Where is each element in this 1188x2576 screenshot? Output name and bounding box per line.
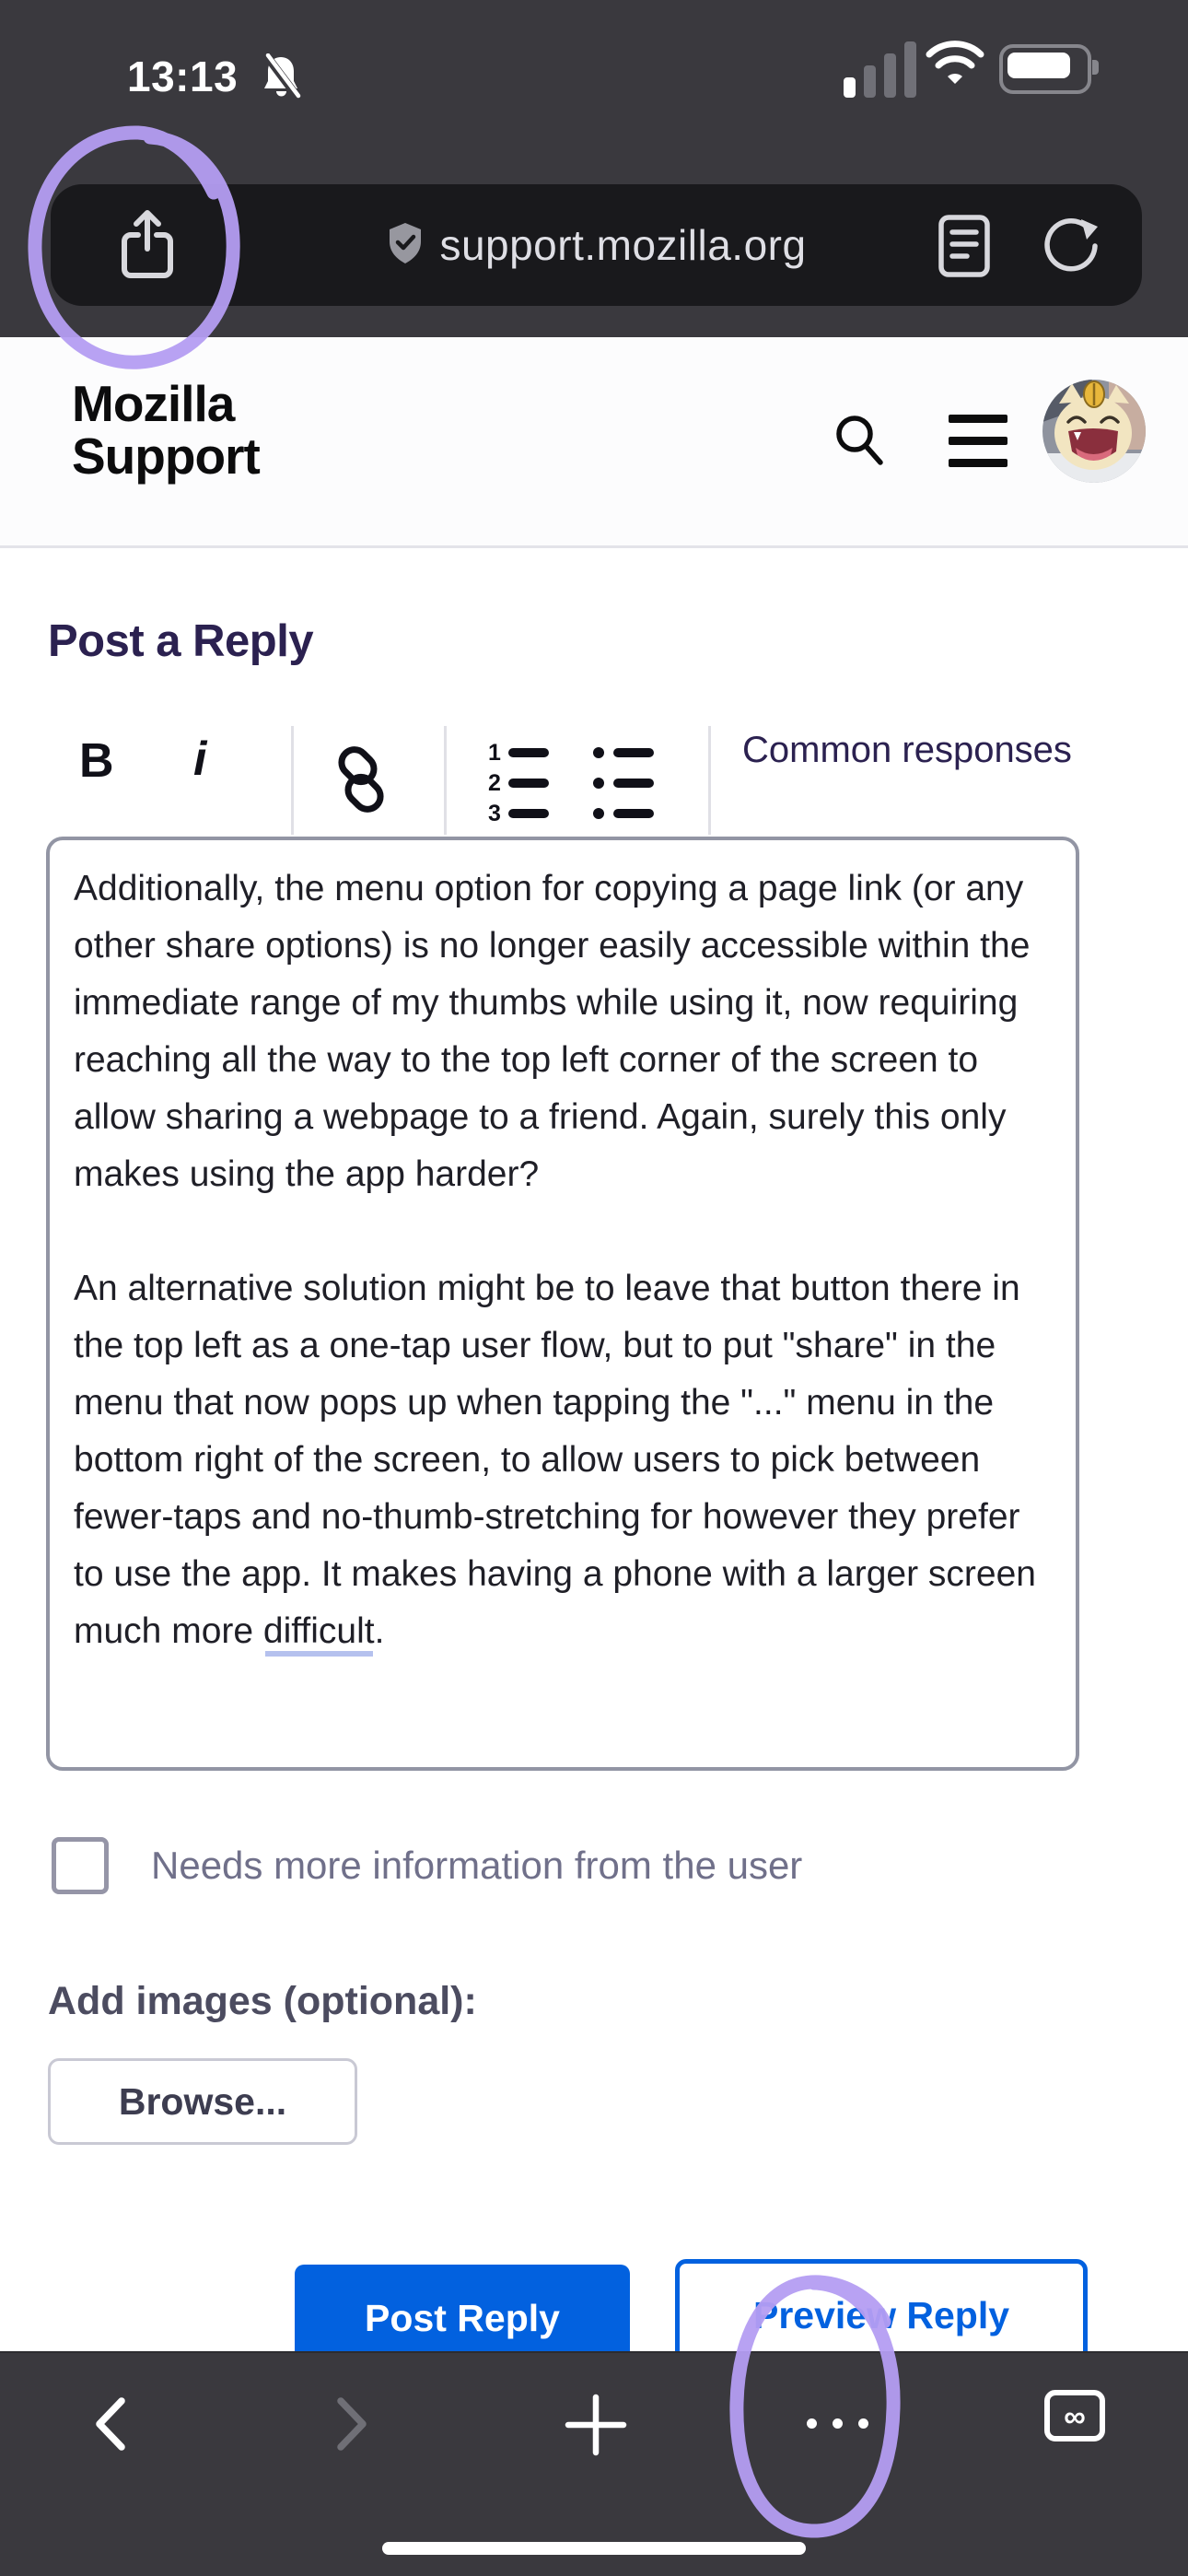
status-bar <box>0 0 1188 120</box>
ellipsis-icon <box>858 2418 868 2429</box>
toolbar-divider <box>291 726 294 835</box>
back-button[interactable] <box>88 2395 133 2457</box>
ellipsis-icon <box>807 2418 817 2429</box>
bell-slash-icon <box>260 53 302 106</box>
page-actions-menu-button[interactable] <box>807 2414 895 2432</box>
home-indicator[interactable] <box>382 2542 806 2555</box>
share-icon <box>106 206 189 284</box>
reply-paragraph-2: An alternative solution might be to leave that button there in the top left as a one-tap user flow, but to put "share" in the menu that now pops up when tapping the "..." menu in the bottom right of the screen, to allow users to pick between fewer-taps and no-thumb-stretching for however they prefer to use the app. It makes having a phone with a larger screen much more difficult. <box>74 1269 1036 1651</box>
search-button[interactable] <box>830 409 891 474</box>
mozilla-support-logo[interactable] <box>72 375 260 485</box>
add-images-label: Add images (optional): <box>48 1979 477 2023</box>
logo-line1: Mozilla <box>72 375 235 432</box>
needs-info-row <box>52 1837 802 1894</box>
wifi-icon <box>925 39 985 89</box>
hamburger-icon <box>949 415 1007 423</box>
page-title: Post a Reply <box>48 616 314 666</box>
share-button[interactable] <box>106 206 189 284</box>
new-tab-button[interactable] <box>565 2394 627 2461</box>
plus-icon <box>565 2394 627 2456</box>
reply-textarea[interactable] <box>46 837 1079 1771</box>
ellipsis-icon <box>833 2418 843 2429</box>
avatar-image <box>1042 380 1146 483</box>
reader-view-button[interactable] <box>934 214 995 283</box>
reply-paragraph-1: Additionally, the menu option for copying a page link (or any other share options) is no longer easily accessible within the immediate range of my thumbs while using it, now requiring reaching all the way to the top left corner of the screen to allow sharing a webpage to a friend. Again, surely this only makes using the app harder? <box>74 869 1031 1194</box>
italic-button[interactable]: i <box>193 732 207 786</box>
tab-count-infinity: ∞ <box>1064 2398 1086 2433</box>
reload-icon <box>1041 216 1101 276</box>
address-bar[interactable] <box>51 184 1142 306</box>
menu-button[interactable] <box>949 415 1007 468</box>
signal-strength-icon <box>844 41 936 98</box>
hamburger-icon <box>949 437 1007 445</box>
site-header <box>0 337 1188 548</box>
reader-view-icon <box>934 214 995 278</box>
ordered-list-button[interactable]: 1 2 3 <box>488 741 549 832</box>
link-icon <box>324 735 398 824</box>
browse-button[interactable]: Browse... <box>48 2058 357 2145</box>
toolbar-divider <box>444 726 447 835</box>
forward-button[interactable] <box>330 2395 374 2457</box>
tabs-button[interactable] <box>1044 2390 1105 2441</box>
logo-line2: Support <box>72 427 260 485</box>
url-text[interactable]: support.mozilla.org <box>439 221 807 269</box>
bold-button[interactable]: B <box>79 734 114 788</box>
spellcheck-underlined-word: difficult <box>262 1611 375 1651</box>
browser-top-chrome <box>0 0 1188 337</box>
browser-bottom-chrome <box>0 2351 1188 2576</box>
hamburger-icon <box>949 459 1007 467</box>
search-icon <box>830 409 891 470</box>
bullet-list-button[interactable] <box>593 741 654 832</box>
post-reply-button[interactable]: Post Reply <box>295 2265 630 2371</box>
battery-icon <box>999 44 1091 94</box>
toolbar-divider <box>708 726 711 835</box>
user-avatar[interactable] <box>1042 380 1146 483</box>
insert-link-button[interactable] <box>324 735 398 828</box>
forward-chevron-icon <box>330 2395 374 2453</box>
reload-button[interactable] <box>1041 216 1101 281</box>
needs-info-checkbox[interactable] <box>52 1837 109 1894</box>
needs-info-label: Needs more information from the user <box>151 1844 803 1887</box>
common-responses-button[interactable]: Common responses <box>742 730 1072 770</box>
formatting-toolbar <box>0 726 1188 837</box>
preview-reply-button[interactable]: Preview Reply <box>675 2259 1088 2371</box>
back-chevron-icon <box>88 2395 133 2453</box>
shield-check-icon[interactable] <box>386 221 425 270</box>
status-time: 13:13 <box>127 53 239 100</box>
